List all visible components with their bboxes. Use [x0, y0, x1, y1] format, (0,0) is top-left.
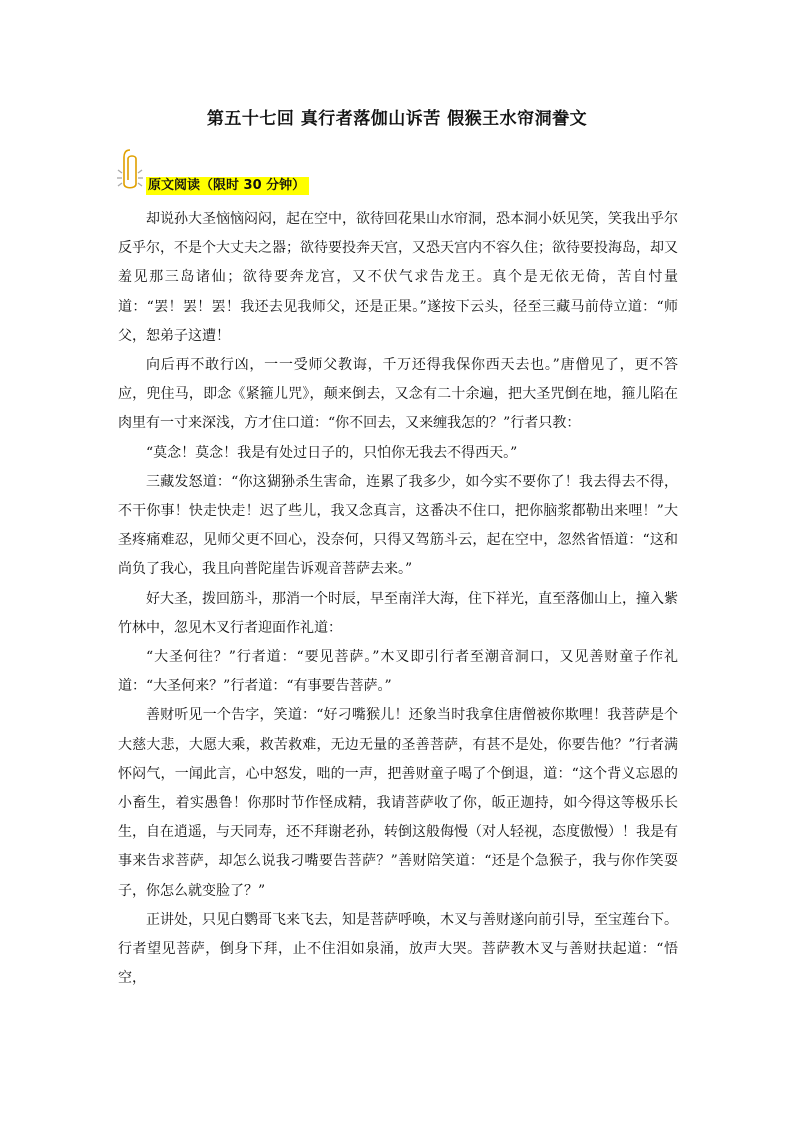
passage-paragraph: “大圣何往？”行者道：“要见菩萨。”木叉即引行者至潮音洞口，又见善财童子作礼道：“大圣何来？”行者道：“有事要告菩萨。”	[118, 649, 678, 695]
passage-paragraph: 三藏发怒道：“你这猢狲杀生害命，连累了我多少，如今实不要你了！我去得去不得，不干你事！快走快走！迟了些儿，我又念真言，这番决不住口，把你脑浆都勒出来哩！”大圣疼痛难忍，见师父更不回心，没奈何，只得又驾筋斗云，起在空中，忽然省悟道：“这和尚负了我心，我且向普陀崖告诉观音菩萨去来。”	[118, 473, 678, 578]
section-label-reading: 原文阅读（限时 30 分钟）	[146, 177, 309, 195]
passage-paragraph: 好大圣，拨回筋斗，那消一个时辰，早至南洋大海，住下祥光，直至落伽山上，撞入紫竹林中，忽见木叉行者迎面作礼道：	[118, 590, 678, 636]
chapter-title: 第五十七回 真行者落伽山诉苦 假猴王水帘洞誊文	[206, 109, 588, 129]
passage-paragraph: 正讲处，只见白鹦哥飞来飞去，知是菩萨呼唤，木叉与善财遂向前引导，至宝莲台下。行者望见菩萨，倒身下拜，止不住泪如泉涌，放声大哭。菩萨教木叉与善财扶起道：“悟空，	[118, 911, 678, 987]
passage-paragraph: 善财听见一个告字，笑道：“好刁嘴猴儿！还象当时我拿住唐僧被你欺哩！我菩萨是个大慈大悲，大愿大乘，救苦救难，无边无量的圣善菩萨，有甚不是处，你要告他？”行者满怀闷气，一闻此言，心中怒发，咄的一声，把善财童子喝了个倒退，道：“这个背义忘恩的小畜生，着实愚鲁！你那时节作怪成精，我请菩萨收了你，皈正迦持，如今得这等极乐长生，自在逍遥，与天同寿，还不拜谢老孙，转倒这般侮慢（对人轻视，态度傲慢）！我是有事来告求菩萨，却怎么说我刁嘴要告菩萨？”善财陪笑道：“还是个急猴子，我与你作笑耍子，你怎么就变脸了？”	[118, 707, 678, 899]
passage-paragraph: “莫念！莫念！我是有处过日子的，只怕你无我去不得西天。”	[146, 444, 518, 461]
passage-paragraph: 向后再不敢行凶，一一受师父教诲，千万还得我保你西天去也。”唐僧见了，更不答应，兜住马，即念《紧箍儿咒》，颠来倒去，又念有二十余遍，把大圣咒倒在地，箍儿陷在肉里有一寸来深浅，方才住口道：“你不回去，又来缠我怎的？”行者只教：	[118, 357, 678, 432]
passage-paragraph: 却说孙大圣恼恼闷闷，起在空中，欲待回花果山水帘洞，恐本洞小妖见笑，笑我出乎尔反乎尔，不是个大丈夫之器；欲待要投奔天宫，又恐天宫内不容久住；欲待要投海岛，却又羞见那三岛诸仙；欲待要奔龙宫，又不伏气求告龙王。真个是无依无倚，苦自忖量道：“罢！罢！罢！我还去见我师父，还是正果。”遂按下云头，径至三藏马前侍立道：“师父，恕弟子这遭！	[118, 211, 678, 344]
paperclip-lightbulb-icon	[112, 146, 148, 194]
passage-body	[118, 205, 678, 993]
